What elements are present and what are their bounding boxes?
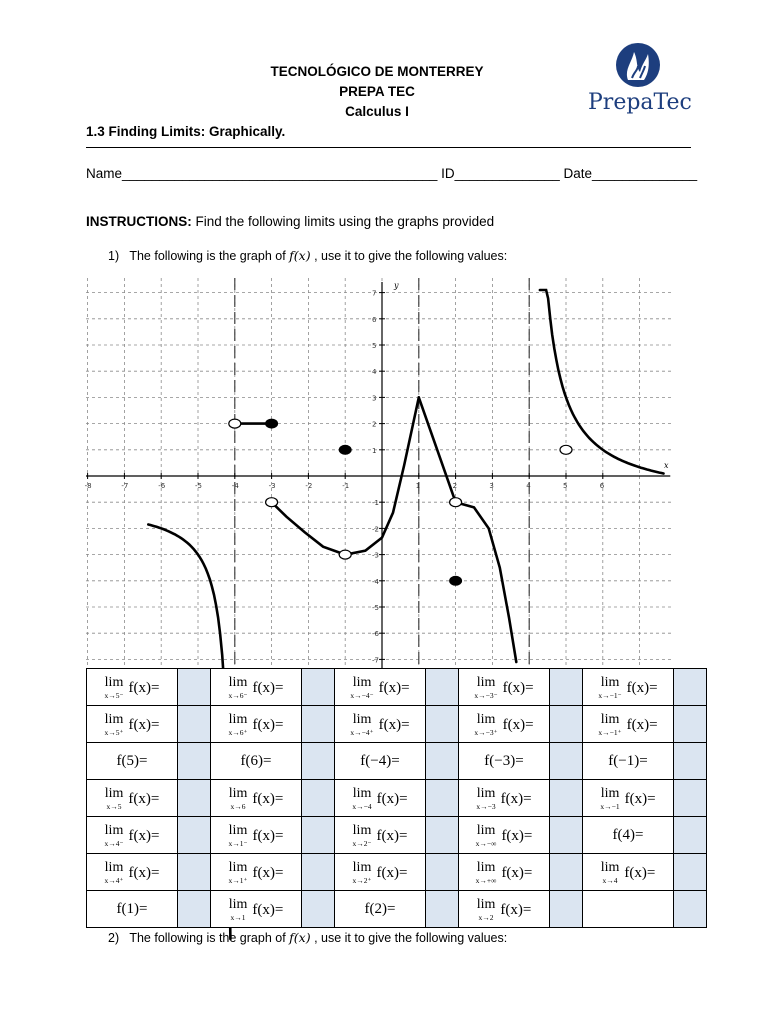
function-value: f(−3)=	[484, 752, 524, 769]
table-row	[87, 743, 707, 780]
id-label: ID	[441, 166, 455, 181]
instructions-text: Find the following limits using the graphs provided	[191, 214, 495, 229]
limit-expression	[583, 817, 674, 854]
limit-function: f(x)=	[376, 864, 408, 881]
limit-approach: x→1⁻	[228, 839, 248, 849]
function-value: f(6)=	[240, 752, 272, 769]
limit-expression	[335, 706, 426, 743]
answer-box[interactable]	[302, 854, 335, 891]
open-point	[339, 550, 351, 559]
section-title: 1.3 Finding Limits: Graphically.	[86, 124, 286, 139]
date-label: Date	[563, 166, 593, 181]
limit-expression	[335, 891, 426, 928]
limit-approach: x→1	[230, 913, 246, 923]
course-name: Calculus I	[345, 104, 409, 119]
limit-function: f(x)=	[501, 827, 533, 844]
title-divider	[86, 147, 691, 148]
limit-expression	[211, 891, 302, 928]
y-tick-label: -4	[372, 577, 379, 586]
limit-approach: x→−4⁺	[350, 728, 374, 738]
limit-expression	[583, 780, 674, 817]
open-point	[229, 419, 241, 428]
x-tick-label: 1	[415, 482, 421, 490]
lim-symbol: lim	[104, 675, 124, 691]
answer-box[interactable]	[302, 780, 335, 817]
y-tick-label: 3	[372, 394, 377, 403]
limit-function: f(x)=	[500, 901, 532, 918]
student-info-line	[86, 166, 697, 181]
limit-approach: x→5⁺	[104, 728, 124, 738]
limit-expression	[583, 891, 674, 928]
x-tick-label: -1	[342, 482, 350, 490]
answer-box[interactable]	[178, 817, 211, 854]
limit-approach: x→+∞	[475, 876, 497, 886]
limit-expression	[335, 669, 426, 706]
lim-symbol: lim	[352, 823, 372, 839]
limit-expression	[583, 706, 674, 743]
table-row	[87, 854, 707, 891]
limit-function: f(x)=	[624, 790, 656, 807]
lim-symbol: lim	[600, 786, 620, 802]
y-axis-label: y	[394, 281, 399, 290]
lim-symbol: lim	[104, 860, 124, 876]
question-prefix: The following is the graph of	[129, 931, 290, 945]
closed-point	[339, 445, 351, 454]
limit-function: f(x)=	[128, 864, 160, 881]
y-tick-label: 6	[372, 315, 377, 324]
limit-function: f(x)=	[252, 790, 284, 807]
function-value: f(−4)=	[360, 752, 400, 769]
answer-box[interactable]	[302, 891, 335, 928]
table-row	[87, 669, 707, 706]
limit-function: f(x)=	[626, 679, 658, 696]
school-name: PREPA TEC	[339, 84, 415, 99]
limit-approach: x→−3⁻	[474, 691, 498, 701]
limit-expression	[211, 817, 302, 854]
answer-box[interactable]	[302, 743, 335, 780]
torch-flame-icon	[588, 40, 688, 90]
answer-box[interactable]	[178, 891, 211, 928]
limit-approach: x→−1⁻	[598, 691, 622, 701]
answer-box[interactable]	[178, 854, 211, 891]
limit-expression	[335, 854, 426, 891]
answer-box[interactable]	[674, 891, 707, 928]
limit-function: f(x)=	[624, 864, 656, 881]
lim-symbol: lim	[476, 860, 496, 876]
lim-symbol: lim	[352, 675, 372, 691]
answer-box[interactable]	[550, 891, 583, 928]
name-label: Name	[86, 166, 123, 181]
limit-function: f(x)=	[376, 790, 408, 807]
open-point	[560, 445, 572, 454]
lim-symbol: lim	[476, 823, 496, 839]
lim-symbol: lim	[600, 712, 620, 728]
limit-expression	[335, 817, 426, 854]
lim-symbol: lim	[228, 712, 248, 728]
table-row	[87, 706, 707, 743]
limit-approach: x→−3⁺	[474, 728, 498, 738]
answer-box[interactable]	[674, 669, 707, 706]
question-1	[108, 248, 507, 263]
table-row	[87, 780, 707, 817]
lim-symbol: lim	[352, 712, 372, 728]
y-tick-label: -6	[372, 630, 379, 639]
limit-function: f(x)=	[626, 716, 658, 733]
prepatec-logo	[588, 40, 692, 118]
limit-approach: x→2⁺	[352, 876, 372, 886]
limit-approach: x→6⁻	[228, 691, 248, 701]
answer-box[interactable]	[674, 743, 707, 780]
name-blank[interactable]: __________________________________________	[122, 166, 438, 181]
limit-expression	[459, 743, 550, 780]
limit-approach: x→5	[106, 802, 122, 812]
function-notation: f(x)	[289, 930, 311, 945]
y-tick-label: -2	[372, 525, 379, 534]
y-tick-label: 2	[372, 420, 377, 429]
instructions	[86, 214, 494, 229]
limit-function: f(x)=	[500, 790, 532, 807]
question-number: 2)	[108, 931, 120, 945]
closed-point	[450, 576, 462, 585]
graph-grid	[86, 278, 674, 670]
limit-expression	[211, 743, 302, 780]
limit-expression	[459, 891, 550, 928]
answer-box[interactable]	[426, 891, 459, 928]
limit-expression	[87, 817, 178, 854]
limit-function: f(x)=	[128, 679, 160, 696]
limit-expression	[335, 743, 426, 780]
curve-segment	[456, 502, 517, 662]
lim-symbol: lim	[352, 786, 372, 802]
answer-box[interactable]	[674, 780, 707, 817]
limit-approach: x→−1	[600, 802, 620, 812]
open-point	[450, 498, 462, 507]
institution-name: TECNOLÓGICO DE MONTERREY	[270, 64, 484, 79]
limit-function: f(x)=	[252, 827, 284, 844]
function-value: f(5)=	[116, 752, 148, 769]
limit-expression	[459, 817, 550, 854]
limit-expression	[87, 669, 178, 706]
limit-approach: x→6⁺	[228, 728, 248, 738]
limit-approach: x→2	[478, 913, 494, 923]
function-value: f(2)=	[364, 900, 396, 917]
x-axis-label: x	[664, 461, 669, 470]
answer-box[interactable]	[178, 780, 211, 817]
answer-box[interactable]	[550, 817, 583, 854]
x-tick-label: -2	[305, 482, 313, 490]
answer-box[interactable]	[302, 669, 335, 706]
limit-function: f(x)=	[501, 864, 533, 881]
answer-box[interactable]	[426, 780, 459, 817]
answer-box[interactable]	[674, 854, 707, 891]
answer-box[interactable]	[426, 817, 459, 854]
limit-approach: x→5⁻	[104, 691, 124, 701]
limit-expression	[459, 706, 550, 743]
answer-box[interactable]	[178, 706, 211, 743]
x-tick-label: 5	[563, 482, 568, 490]
answer-box[interactable]	[550, 706, 583, 743]
limit-function: f(x)=	[252, 901, 284, 918]
limit-expression	[211, 854, 302, 891]
limit-approach: x→1⁺	[228, 876, 248, 886]
lim-symbol: lim	[600, 860, 620, 876]
limit-approach: x→−3	[476, 802, 496, 812]
answer-box[interactable]	[426, 743, 459, 780]
function-value: f(−1)=	[608, 752, 648, 769]
y-tick-label: 7	[372, 289, 377, 298]
date-blank[interactable]: ______________	[592, 166, 698, 181]
limit-expression	[583, 854, 674, 891]
lim-symbol: lim	[600, 675, 620, 691]
lim-symbol: lim	[228, 860, 248, 876]
limit-function: f(x)=	[252, 716, 284, 733]
answer-box[interactable]	[550, 743, 583, 780]
limit-expression	[87, 891, 178, 928]
instructions-label: INSTRUCTIONS:	[86, 214, 192, 229]
x-tick-label: -8	[84, 482, 92, 490]
y-tick-label: 1	[372, 446, 377, 455]
limit-function: f(x)=	[376, 827, 408, 844]
question-prefix: The following is the graph of	[129, 249, 290, 263]
limit-approach: x→−4⁻	[350, 691, 374, 701]
limit-function: f(x)=	[252, 679, 284, 696]
x-tick-label: 2	[452, 482, 458, 490]
lim-symbol: lim	[476, 675, 496, 691]
function-value: f(4)=	[612, 826, 644, 843]
lim-symbol: lim	[476, 712, 496, 728]
limit-function: f(x)=	[128, 790, 160, 807]
limits-table	[86, 668, 707, 928]
lim-symbol: lim	[104, 786, 124, 802]
x-tick-label: -4	[231, 482, 239, 490]
lim-symbol: lim	[228, 675, 248, 691]
answer-box[interactable]	[426, 854, 459, 891]
y-tick-label: -1	[372, 499, 379, 508]
limit-expression	[87, 706, 178, 743]
limit-expression	[211, 669, 302, 706]
answer-box[interactable]	[550, 780, 583, 817]
x-tick-label: -7	[121, 482, 129, 490]
open-point	[266, 498, 278, 507]
limit-expression	[583, 743, 674, 780]
x-tick-label: 4	[526, 482, 531, 490]
answer-box[interactable]	[674, 706, 707, 743]
answer-box[interactable]	[426, 706, 459, 743]
question-suffix: , use it to give the following values:	[310, 249, 508, 263]
limit-expression	[87, 854, 178, 891]
lim-symbol: lim	[104, 712, 124, 728]
limit-function: f(x)=	[128, 716, 160, 733]
answer-box[interactable]	[426, 669, 459, 706]
lim-symbol: lim	[228, 823, 248, 839]
limit-approach: x→−1⁺	[598, 728, 622, 738]
x-tick-label: -6	[158, 482, 166, 490]
answer-box[interactable]	[550, 669, 583, 706]
limit-expression	[459, 780, 550, 817]
y-tick-label: 4	[372, 368, 377, 377]
limit-approach: x→2⁻	[352, 839, 372, 849]
lim-symbol: lim	[104, 823, 124, 839]
lim-symbol: lim	[228, 897, 248, 913]
limit-function: f(x)=	[128, 827, 160, 844]
answer-box[interactable]	[178, 743, 211, 780]
limit-expression	[335, 780, 426, 817]
limit-expression	[459, 854, 550, 891]
limit-expression	[583, 669, 674, 706]
limit-expression	[211, 706, 302, 743]
limit-approach: x→−∞	[475, 839, 497, 849]
x-tick-label: 6	[599, 482, 605, 490]
x-tick-label: 3	[489, 482, 494, 490]
limit-function: f(x)=	[378, 716, 410, 733]
answer-box[interactable]	[550, 854, 583, 891]
table-row	[87, 817, 707, 854]
answer-box[interactable]	[674, 817, 707, 854]
function-value: f(1)=	[116, 900, 148, 917]
limit-approach: x→4⁺	[104, 876, 124, 886]
limit-function: f(x)=	[378, 679, 410, 696]
limit-approach: x→4⁻	[104, 839, 124, 849]
y-tick-label: -7	[372, 656, 379, 665]
limit-expression	[87, 743, 178, 780]
limit-expression	[87, 780, 178, 817]
limit-approach: x→4	[602, 876, 618, 886]
lim-symbol: lim	[476, 786, 496, 802]
function-notation: f(x)	[289, 248, 311, 263]
limit-approach: x→6	[230, 802, 246, 812]
table-row	[87, 891, 707, 928]
limit-function: f(x)=	[502, 679, 534, 696]
limit-function: f(x)=	[502, 716, 534, 733]
x-tick-label: -3	[268, 482, 276, 490]
lim-symbol: lim	[228, 786, 248, 802]
y-tick-label: -3	[372, 551, 379, 560]
id-blank[interactable]: ______________	[454, 166, 560, 181]
function-graph	[86, 278, 674, 670]
limit-approach: x→−4	[352, 802, 372, 812]
question-number: 1)	[108, 249, 120, 263]
lim-symbol: lim	[352, 860, 372, 876]
y-tick-label: -5	[372, 604, 379, 612]
limit-expression	[211, 780, 302, 817]
graph-axes	[85, 281, 670, 670]
curve-segment	[540, 290, 664, 474]
limit-function: f(x)=	[252, 864, 284, 881]
answer-box[interactable]	[302, 817, 335, 854]
answer-box[interactable]	[178, 669, 211, 706]
closed-point	[266, 419, 278, 428]
logo-wordmark: PrepaTec	[588, 90, 692, 115]
question-2	[108, 930, 507, 945]
y-tick-label: 5	[372, 342, 377, 350]
question-suffix: , use it to give the following values:	[310, 931, 508, 945]
limit-expression	[459, 669, 550, 706]
x-tick-label: -5	[195, 482, 202, 490]
answer-box[interactable]	[302, 706, 335, 743]
lim-symbol: lim	[476, 897, 496, 913]
